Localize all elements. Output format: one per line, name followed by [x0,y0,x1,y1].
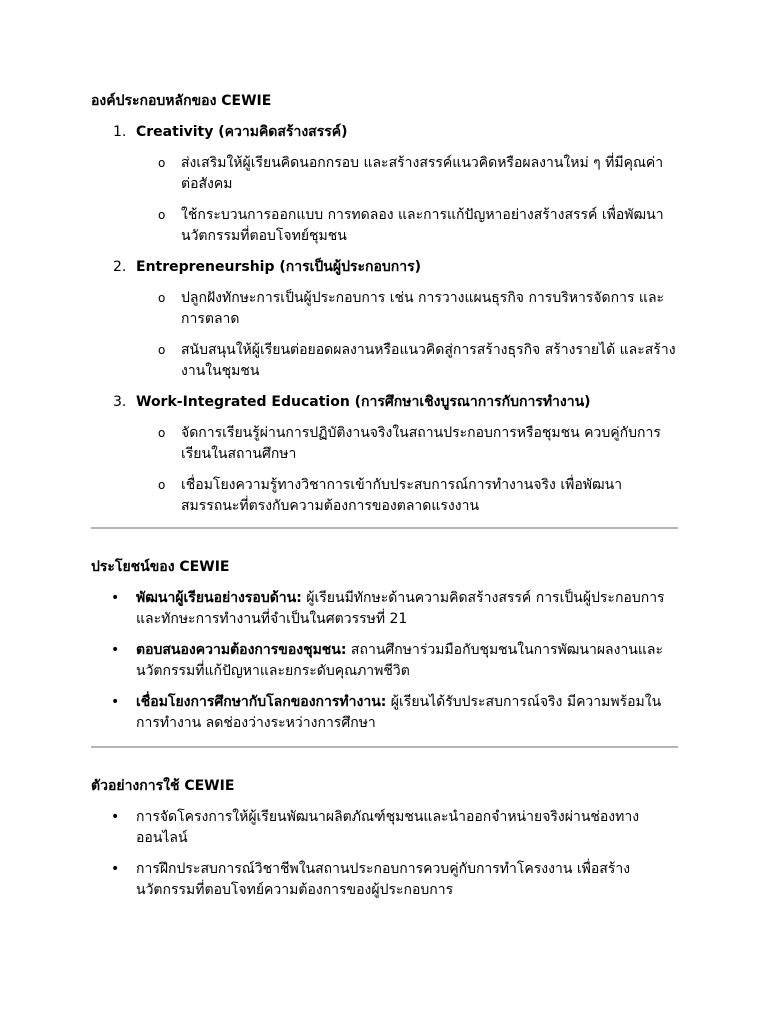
bullet-icon: • [111,642,120,658]
bullet-icon: • [111,590,120,606]
sub-list-item: o ใช้กระบวนการออกแบบ การทดลอง และการแก้ปัญหาอย่างสร้างสรรค์ เพื่อพัฒนานวัตกรรมที่ตอบโจทย์ชุมชน [158,207,664,244]
list-item [91,640,678,682]
benefit-text: ผู้เรียนมีทักษะด้านความคิดสร้างสรรค์ การเป็นผู้ประกอบการ และทักษะการทำงานที่จำเป็นในศตวรรษที่ 21 [136,590,665,627]
section-heading-examples: ตัวอย่างการใช้ CEWIE [91,778,235,794]
sub-list-item: o สนับสนุนให้ผู้เรียนต่อยอดผลงานหรือแนวคิดสู่การสร้างธุรกิจ สร้างรายได้ และสร้างงานในชุมชน [158,342,676,379]
circle-bullet-icon: o [158,426,166,440]
list-item [91,392,678,517]
circle-bullet-icon: o [158,478,166,492]
benefit-label: พัฒนาผู้เรียนอย่างรอบด้าน: [136,590,302,606]
bullet-icon: • [111,809,120,825]
sub-list-item: o เชื่อมโยงความรู้ทางวิชาการเข้ากับประสบการณ์การทำงานจริง เพื่อพัฒนาสมรรถนะที่ตรงกับความต้องการของตลาดแรงงาน [158,477,623,514]
item-number: 3. [113,394,127,410]
benefit-text: ผู้เรียนได้รับประสบการณ์จริง มีความพร้อมในการทำงาน ลดช่องว่างระหว่างการศึกษา [136,694,662,731]
benefit-text: สถานศึกษาร่วมมือกับชุมชนในการพัฒนาผลงานและนวัตกรรมที่แก้ปัญหาและยกระดับคุณภาพชีวิต [136,642,663,679]
section-divider [91,527,678,529]
bullet-icon: • [111,861,120,877]
circle-bullet-icon: o [158,343,166,357]
sub-list-item: o จัดการเรียนรู้ผ่านการปฏิบัติงานจริงในสถานประกอบการหรือชุมชน ควบคู่กับการเรียนในสถานศึกษา [158,425,661,462]
list-item [91,588,678,630]
benefit-label: เชื่อมโยงการศึกษากับโลกของการทำงาน: [136,694,387,710]
list-item [91,859,678,901]
benefits-list [91,588,678,734]
section-divider [91,746,678,748]
sub-list [136,423,678,517]
sub-list [136,153,678,247]
item-number: 1. [113,124,127,140]
section-heading-components: องค์ประกอบหลักของ CEWIE [91,93,272,109]
document-page [91,91,678,913]
circle-bullet-icon: o [158,208,166,222]
examples-list [91,807,678,901]
sub-list [136,288,678,382]
bullet-icon: • [111,694,120,710]
circle-bullet-icon: o [158,291,166,305]
item-title: Entrepreneurship (การเป็นผู้ประกอบการ) [136,259,422,275]
list-item [91,807,678,849]
circle-bullet-icon: o [158,156,166,170]
sub-list-item: o ส่งเสริมให้ผู้เรียนคิดนอกกรอบ และสร้างสรรค์แนวคิดหรือผลงานใหม่ ๆ ที่มีคุณค่าต่อสังคม [158,155,664,192]
item-title: Creativity (ความคิดสร้างสรรค์) [136,124,348,140]
list-item [91,257,678,382]
item-title: Work-Integrated Education (การศึกษาเชิงบูรณาการกับการทำงาน) [136,394,591,410]
list-item [91,692,678,734]
components-list [91,122,678,517]
sub-list-item: o ปลูกฝังทักษะการเป็นผู้ประกอบการ เช่น การวางแผนธุรกิจ การบริหารจัดการ และการตลาด [158,290,665,327]
example-text: การฝึกประสบการณ์วิชาชีพในสถานประกอบการควบคู่กับการทำโครงงาน เพื่อสร้างนวัตกรรมที่ตอบโจทย์ความต้องการของผู้ประกอบการ [136,861,631,898]
item-number: 2. [113,259,127,275]
section-heading-benefits: ประโยชน์ของ CEWIE [91,559,230,575]
example-text: การจัดโครงการให้ผู้เรียนพัฒนาผลิตภัณฑ์ชุมชนและนำออกจำหน่ายจริงผ่านช่องทางออนไลน์ [136,809,640,846]
benefit-label: ตอบสนองความต้องการของชุมชน: [136,642,347,658]
list-item [91,122,678,247]
